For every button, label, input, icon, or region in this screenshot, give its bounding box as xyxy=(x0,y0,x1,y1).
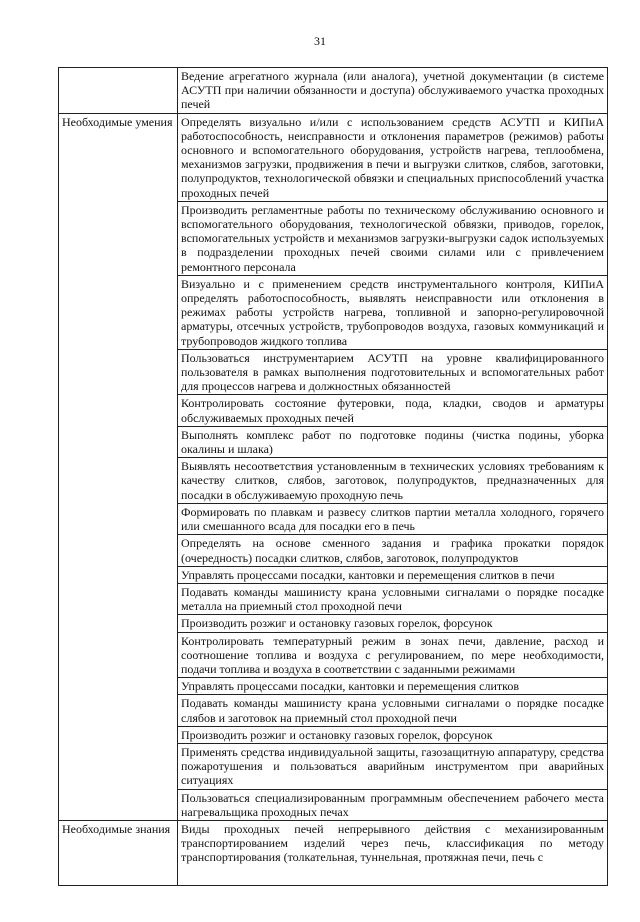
row-text: Производить розжиг и остановку газовых горелок, форсунок xyxy=(178,615,608,632)
row-text: Выявлять несоответствия установленным в технических условиях требованиям к качеству слитков, слябов, заготовок, полупродуктов, предназначенных для посадки в обслуживаемую проходную печь xyxy=(178,458,608,504)
row-text: Определять визуально и/или с использованием средств АСУТП и КИПиА работоспособность, неисправности и отклонения параметров (режимов) работы основного и вспомогательного оборудования, устройств нагрева, теплообмена, механизмов загрузки, продвижения в печи и выгрузки слитков, слябов, заготовки, полупродуктов, технологической обвязки и специальных приспособлений участка проходных печей xyxy=(178,113,608,201)
section-label-skills: Необходимые умения xyxy=(59,113,178,820)
section-label-knowledge: Необходимые знания xyxy=(59,820,178,885)
row-text: Контролировать температурный режим в зонах печи, давление, расход и соотношение топлива и воздуха с регулированием, по мере необходимости, подачи топлива и воздуха в соответствии с заданными режимами xyxy=(178,632,608,678)
table-row xyxy=(59,113,608,201)
row-text: Пользоваться специализированным программным обеспечением рабочего места нагревальщика проходных печах xyxy=(178,789,608,820)
table-row xyxy=(59,820,608,885)
row-text: Контролировать состояние футеровки, пода, кладки, сводов и арматуры обслуживаемых проходных печей xyxy=(178,395,608,426)
row-text: Виды проходных печей непрерывного действия с механизированным транспортированием изделий через печь, классификация по методу транспортирования (толкательная, туннельная, протяжная печи, печь с xyxy=(181,821,604,865)
row-text: Ведение агрегатного журнала (или аналога), учетной документации (в системе АСУТП при наличии обязанности и доступа) обслуживаемого участка проходных печей xyxy=(178,68,608,114)
row-text: Управлять процессами посадки, кантовки и перемещения слитков xyxy=(178,678,608,695)
page-number: 31 xyxy=(314,34,326,48)
row-text: Выполнять комплекс работ по подготовке подины (чистка подины, уборка окалины и шлака) xyxy=(178,426,608,457)
row-text-truncated xyxy=(178,820,608,885)
row-text: Подавать команды машинисту крана условными сигналами о порядке посадке металла на приемный стол проходной печи xyxy=(178,583,608,614)
table-body xyxy=(59,68,608,886)
row-text: Производить розжиг и остановку газовых горелок, форсунок xyxy=(178,726,608,743)
table-row xyxy=(59,68,608,114)
requirements-table xyxy=(58,67,608,886)
row-label xyxy=(59,68,178,114)
row-text: Пользоваться инструментарием АСУТП на уровне квалифицированного пользователя в рамках выполнения подготовительных и вспомогательных работ для процессов нагрева и должностных обязанностей xyxy=(178,349,608,395)
row-text: Применять средства индивидуальной защиты, газозащитную аппаратуру, средства пожаротушения и пользоваться аварийным инструментом при аварийных ситуациях xyxy=(178,743,608,789)
row-text: Управлять процессами посадки, кантовки и перемещения слитков в печи xyxy=(178,566,608,583)
row-text: Определять на основе сменного задания и графика прокатки порядок (очередность) посадки слитков, слябов, заготовок, полупродуктов xyxy=(178,535,608,566)
row-text: Визуально и с применением средств инструментального контроля, КИПиА определять работоспособность, выявлять неисправности или отклонения в режимах работы устройств нагрева, топливной и запорно-регулировочной арматуры, отсечных устройств, трубопроводов воздуха, газовых коммуникаций и трубопроводов жидкого топлива xyxy=(178,275,608,349)
row-text: Формировать по плавкам и развесу слитков партии металла холодного, горячего или смешанного всада для посадки его в печь xyxy=(178,503,608,534)
row-text: Производить регламентные работы по техническому обслуживанию основного и вспомогательного оборудования, технологической обвязки, приводов, горелок, вспомогательных устройств и механизмов загрузки-выгрузки садок используемых в подразделении проходных печей своими силами или с привлечением ремонтного персонала xyxy=(178,201,608,275)
row-text: Подавать команды машинисту крана условными сигналами о порядке посадке слябов и заготовок на приемный стол проходной печи xyxy=(178,695,608,726)
